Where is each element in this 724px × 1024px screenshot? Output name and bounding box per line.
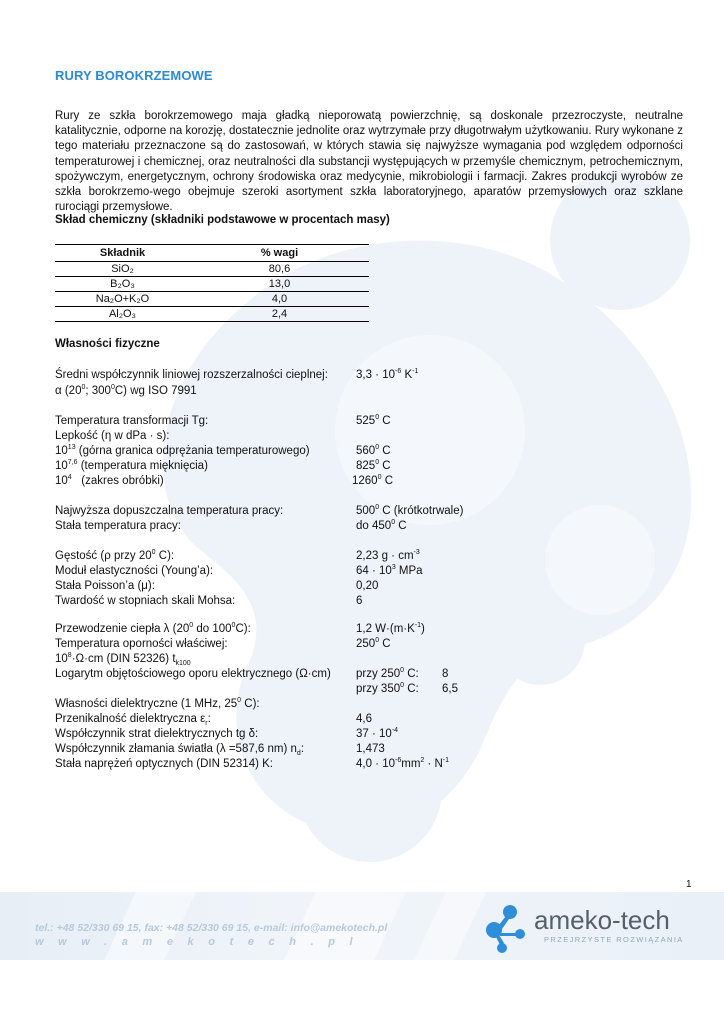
page-number: 1 [686,879,692,890]
viscosity-label: Lepkość (η w dPa · s): [55,430,170,442]
tg-label: Temperatura transformacji Tg: [55,415,209,427]
loss-label: Współczynnik strat dielektrycznych tg δ: [55,728,259,740]
din-line: $10^8\cdot\Omega\cdot cm$ (DIN 52326) $t_{k100}$ [55,652,191,667]
expansion-label: Średni współczynnik liniowej rozszerzalności cieplnej: [55,369,328,381]
company-logo [480,896,710,956]
viscosity-4-label: $10^4$ (zakres obróbki) [55,474,164,487]
composition-table [55,244,369,322]
tg-value: $525^0$ C [356,414,391,427]
weight-cell: 2,4 [190,307,369,322]
viscosity-4-value: 1260$^0$ C [352,474,393,487]
composition-header-row [55,245,369,262]
footer-contact: tel.: +48 52/330 69 15, fax: +48 52/330 69 15, e-mail: info@amekotech.pl [35,922,388,934]
weight-cell: 4,0 [190,292,369,307]
table-row [55,277,369,292]
permittivity-label: Przenikalność dielektryczna $\varepsilon_r$: [55,713,211,727]
density-value: 2,23 $g \cdot cm^{-3}$ [356,549,420,562]
mohs-value: 6 [356,595,363,607]
footer-banner [0,892,724,960]
viscosity-13-value: $560^0$ C [356,444,391,457]
dielectric-label: Własności dielektryczne (1 MHz, $25^0$ C): [55,697,260,710]
logo-tagline: PRZEJRZYSTE ROZWIĄZANIA [544,935,684,944]
res-temp-value: $250^0$ C [356,637,391,650]
optical-label: Stała naprężeń optycznych (DIN 52314) K: [55,758,273,770]
viscosity-76-value: $825^0$ C [356,459,391,472]
res-temp-label: Temperatura oporności właściwej: [55,638,228,650]
intro-paragraph: Rury ze szkła borokrzemowego maja gładką nieporowatą powierzchnię, są doskonale przezroczyste, neutralne katalitycznie, odporne na korozję, dostatecznie jednolite oraz wytrzymałe przy długotrwałym użytkowaniu. Rury wykonane z tego materiału przeznaczone są do zastosowań, w których stawia się najwyższe wymagania pod względem odporności temperaturowej i chemicznej, oraz neutralności dla substancji występujących w przemyśle chemicznym, petrochemicznym, spożywczym, energetycznym, ochrony środowiska oraz medycynie, mikrobiologii i farmacji. Zakres produkcji wyrobów ze szkła borokrzemo-wego obejmuje szeroki asortyment szkła laboratoryjnego, aparatów przemysłowych oraz szklane rurociągi przemysłowe. [55,110,683,214]
log-at-250: przy $250^0$ C: [356,667,419,680]
weight-cell: 13,0 [190,277,369,292]
component-cell: Na₂O+K₂O [55,292,190,307]
viscosity-13-label: $10^{13}$ (górna granica odprężania temperaturowego) [55,444,310,457]
max-temp-value: $500^0$ C (krótkotrwale) [356,504,464,517]
table-row [55,307,369,322]
logo-text: ameko-tech [534,905,670,935]
refraction-label: Współczynnik złamania światła (λ =587,6 nm) $n_d$: [55,743,305,757]
expansion-note: α ($20^0$; $300^0C$) wg ISO 7991 [55,384,197,397]
component-cell: SiO₂ [55,262,190,277]
density-label: Gęstość (ρ przy $20^0$ C): [55,549,175,562]
work-temp-value: do $450^0$ C [356,519,407,532]
log-value-350: 6,5 [442,683,458,695]
conductivity-label: Przewodzenie ciepła λ ($20^0$ do $100^0C$): [55,622,251,635]
physical-heading: Własności fizyczne [55,338,160,350]
refraction-value: 1,473 [356,743,385,755]
optical-value: $4,0 \cdot 10^{-6}mm^2 \cdot N^{-1}$ [356,757,450,770]
log-at-350: przy $350^0$ C: [356,682,419,695]
molecule-logo-icon [480,896,536,956]
log-resistance-label: Logarytm objętościowego oporu elektrycznego (Ω·cm) [55,668,331,680]
loss-value: $37 \cdot 10^{-4}$ [356,727,399,740]
footer-website-link[interactable]: www.amekotech.pl [35,936,368,948]
composition-heading: Skład chemiczny (składniki podstawowe w procentach masy) [55,214,390,226]
column-header-component: Składnik [55,245,190,262]
poisson-label: Stała Poisson’a (μ): [55,580,155,592]
component-cell: B₂O₃ [55,277,190,292]
table-row [55,262,369,277]
expansion-value: $3,3 \cdot 10^{-6}$ $K^{-1}$ [356,368,419,381]
viscosity-76-label: 10$^{7,6}$ (temperatura mięknięcia) [55,459,208,472]
young-label: Moduł elastyczności (Young’a): [55,565,214,577]
page-title: RURY BOROKRZEMOWE [55,68,213,83]
mohs-label: Twardość w stopniach skali Mohsa: [55,595,236,607]
component-cell: Al₂O₃ [55,307,190,322]
log-value-250: 8 [442,668,449,680]
table-row [55,292,369,307]
work-temp-label: Stała temperatura pracy: [55,520,181,532]
permittivity-value: 4,6 [356,713,372,725]
weight-cell: 80,6 [190,262,369,277]
poisson-value: 0,20 [356,580,379,592]
column-header-weight: % wagi [190,245,369,262]
young-value: $64 \cdot 10^3$ MPa [356,564,423,577]
conductivity-value: 1,2 $W\cdot(m\cdot K^{-1})$ [356,622,425,635]
max-temp-label: Najwyższa dopuszczalna temperatura pracy: [55,505,284,517]
